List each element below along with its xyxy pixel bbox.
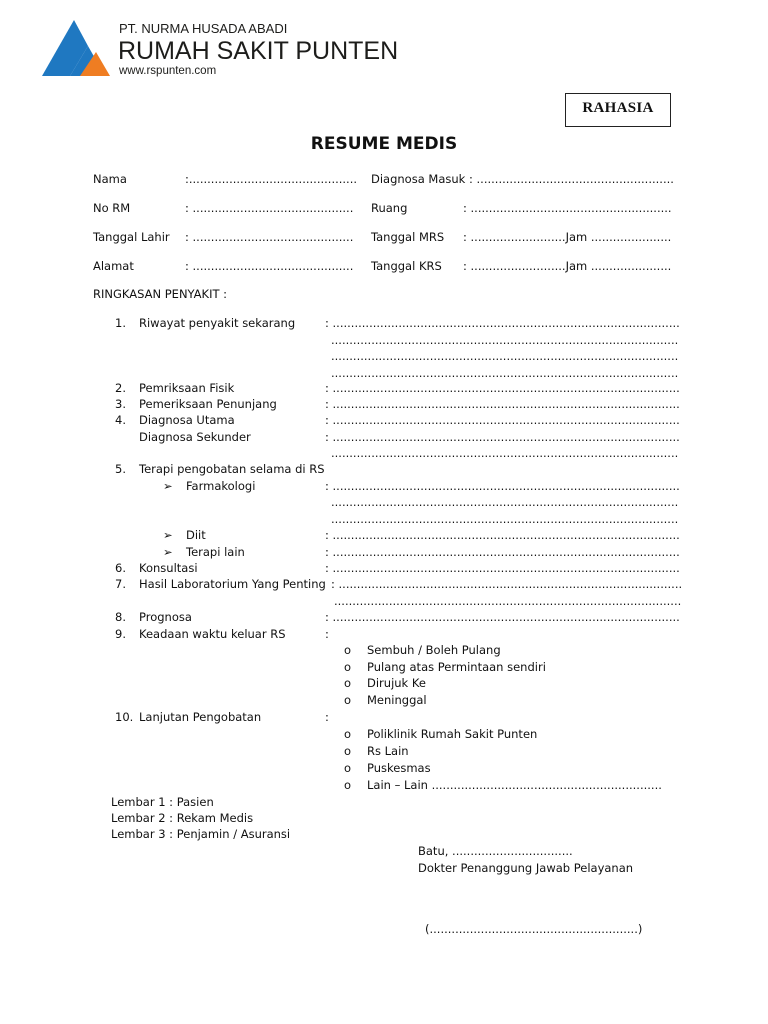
farmakologi-field-cont[interactable]: ............................................................................................... [331, 512, 679, 526]
item-number: 7. [115, 577, 126, 591]
riwayat-field-cont[interactable]: ............................................................................................... [331, 333, 679, 347]
website-link[interactable]: www.rspunten.com [119, 65, 217, 77]
item-number: 10. [115, 710, 134, 724]
option-circle-icon[interactable]: o [344, 727, 352, 741]
prognosa-field[interactable]: : ............................................................................................... [325, 610, 680, 624]
ruang-field[interactable]: : ....................................................... [463, 201, 672, 215]
hospital-logo-icon [40, 18, 112, 80]
signature-name-line[interactable]: (.........................................................) [425, 922, 643, 936]
keadaan-colon: : [325, 627, 329, 641]
lanjutan-option: Poliklinik Rumah Sakit Punten [367, 727, 538, 741]
farmakologi-label: Farmakologi [186, 479, 256, 493]
page-title: RESUME MEDIS [310, 134, 458, 154]
terapi-lain-field[interactable]: : ............................................................................................... [325, 545, 680, 559]
diit-field[interactable]: : ............................................................................................... [325, 528, 680, 542]
konsultasi-field[interactable]: : ............................................................................................... [325, 561, 680, 575]
keadaan-option: Pulang atas Permintaan sendiri [367, 660, 546, 674]
konsultasi-label: Konsultasi [139, 561, 198, 575]
option-circle-icon[interactable]: o [344, 643, 352, 657]
lanjutan-colon: : [325, 710, 329, 724]
item-number: 1. [115, 316, 126, 330]
option-circle-icon[interactable]: o [344, 693, 352, 707]
diagnosa-sekunder-label: Diagnosa Sekunder [139, 430, 251, 444]
pemeriksaan-fisik-label: Pemriksaan Fisik [139, 381, 235, 395]
lanjutan-option[interactable]: Lain – Lain ............................................................... [367, 778, 662, 792]
item-number: 9. [115, 627, 126, 641]
option-circle-icon[interactable]: o [344, 744, 352, 758]
lanjutan-label: Lanjutan Pengobatan [139, 710, 262, 724]
signature-place-date[interactable]: Batu, ................................. [418, 844, 573, 858]
terapi-label: Terapi pengobatan selama di RS [139, 462, 325, 476]
item-number: 2. [115, 381, 126, 395]
diagnosa-sekunder-field-cont[interactable]: ............................................................................................... [331, 446, 679, 460]
no-rm-field[interactable]: : ............................................ [185, 201, 354, 215]
tanggal-krs-label: Tanggal KRS [371, 259, 442, 273]
hasil-lab-field-cont[interactable]: ............................................................................................... [334, 594, 682, 608]
copy-note: Lembar 1 : Pasien [111, 795, 214, 809]
item-number: 6. [115, 561, 126, 575]
riwayat-field[interactable]: : ............................................................................................... [325, 316, 680, 330]
organization-name: PT. NURMA HUSADA ABADI [119, 21, 288, 36]
riwayat-field-cont[interactable]: ............................................................................................... [331, 349, 679, 363]
alamat-label: Alamat [93, 259, 134, 273]
item-number: 3. [115, 397, 126, 411]
nama-label: Nama [93, 172, 127, 186]
confidential-stamp: RAHASIA [565, 93, 671, 127]
prognosa-label: Prognosa [139, 610, 192, 624]
pemeriksaan-penunjang-label: Pemeriksaan Penunjang [139, 397, 277, 411]
tanggal-mrs-field[interactable]: : ..........................Jam ...................... [463, 230, 672, 244]
option-circle-icon[interactable]: o [344, 676, 352, 690]
pemeriksaan-penunjang-field[interactable]: : ............................................................................................... [325, 397, 680, 411]
tanggal-mrs-label: Tanggal MRS [371, 230, 445, 244]
arrow-bullet-icon: ➢ [163, 528, 173, 542]
riwayat-label: Riwayat penyakit sekarang [139, 316, 296, 330]
diit-label: Diit [186, 528, 206, 542]
keadaan-option: Sembuh / Boleh Pulang [367, 643, 501, 657]
copy-note: Lembar 2 : Rekam Medis [111, 811, 254, 825]
option-circle-icon[interactable]: o [344, 660, 352, 674]
tanggal-lahir-label: Tanggal Lahir [93, 230, 170, 244]
nama-field[interactable]: :.............................................. [185, 172, 358, 186]
riwayat-field-cont[interactable]: ............................................................................................... [331, 366, 679, 380]
pemeriksaan-fisik-field[interactable]: : ............................................................................................... [325, 381, 680, 395]
diagnosa-masuk-field[interactable]: Diagnosa Masuk : ...................................................... [371, 172, 674, 186]
diagnosa-sekunder-field[interactable]: : ............................................................................................... [325, 430, 680, 444]
summary-heading: RINGKASAN PENYAKIT : [93, 287, 228, 301]
alamat-field[interactable]: : ............................................ [185, 259, 354, 273]
farmakologi-field[interactable]: : ............................................................................................... [325, 479, 680, 493]
no-rm-label: No RM [93, 201, 131, 215]
signature-role: Dokter Penanggung Jawab Pelayanan [418, 861, 634, 875]
diagnosa-utama-label: Diagnosa Utama [139, 413, 235, 427]
option-circle-icon[interactable]: o [344, 778, 352, 792]
terapi-lain-label: Terapi lain [186, 545, 245, 559]
keadaan-option: Meninggal [367, 693, 427, 707]
diagnosa-utama-field[interactable]: : ............................................................................................... [325, 413, 680, 427]
lanjutan-option: Rs Lain [367, 744, 409, 758]
item-number: 8. [115, 610, 126, 624]
arrow-bullet-icon: ➢ [163, 545, 173, 559]
item-number: 5. [115, 462, 126, 476]
tanggal-lahir-field[interactable]: : ............................................ [185, 230, 354, 244]
copy-note: Lembar 3 : Penjamin / Asuransi [111, 827, 291, 841]
option-circle-icon[interactable]: o [344, 761, 352, 775]
hospital-name: RUMAH SAKIT PUNTEN [118, 37, 399, 65]
hasil-lab-label: Hasil Laboratorium Yang Penting [139, 577, 326, 591]
lanjutan-option: Puskesmas [367, 761, 431, 775]
keadaan-option: Dirujuk Ke [367, 676, 426, 690]
tanggal-krs-field[interactable]: : ..........................Jam ...................... [463, 259, 672, 273]
arrow-bullet-icon: ➢ [163, 479, 173, 493]
farmakologi-field-cont[interactable]: ............................................................................................... [331, 495, 679, 509]
hasil-lab-field[interactable]: : .............................................................................................. [331, 577, 683, 591]
item-number: 4. [115, 413, 126, 427]
ruang-label: Ruang [371, 201, 408, 215]
keadaan-label: Keadaan waktu keluar RS [139, 627, 286, 641]
